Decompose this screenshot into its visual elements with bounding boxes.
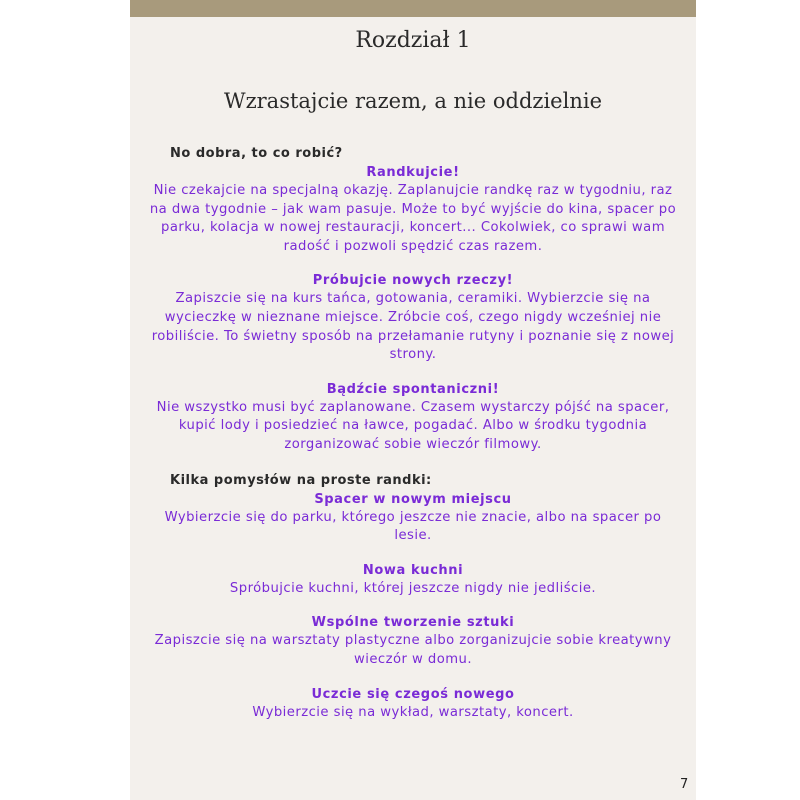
idea-block	[130, 561, 696, 599]
document-page	[130, 0, 696, 800]
section-heading-what-to-do: No dobra, to co robić?	[170, 146, 343, 161]
idea-title: Nowa kuchni	[362, 562, 464, 578]
content	[130, 145, 696, 722]
tip-title: Randkujcie!	[366, 165, 460, 180]
section-heading-date-ideas: Kilka pomysłów na proste randki:	[170, 472, 432, 488]
tip-text: Nie wszystko musi być zaplanowane. Czasem wystarczy pójść na spacer, kupić lody i posiedzieć na ławce, pogadać. Albo w środku tygodnia zorganizować sobie wieczór filmowy.	[156, 399, 670, 452]
tip-text: Nie czekajcie na specjalną okazję. Zaplanujcie randkę raz w tygodniu, raz na dwa tygodnie – jak wam pasuje. Może to być wyjście do kina, spacer po parku, kolacja w nowej restauracji, koncert... Cokolwiek, co sprawi wam radość i pozwoli spędzić czas razem.	[149, 183, 677, 254]
chapter-label: Rozdział 1	[355, 28, 471, 53]
idea-title: Wspólne tworzenie sztuki	[311, 615, 515, 631]
idea-block	[130, 613, 696, 669]
tip-block	[130, 163, 696, 256]
chapter-title: Wzrastajcie razem, a nie oddzielnie	[223, 89, 602, 113]
idea-title: Uczcie się czegoś nowego	[311, 686, 515, 702]
tip-text: Zapiszcie się na kurs tańca, gotowania, ceramiki. Wybierzcie się na wycieczkę w nieznane miejsce. Zróbcie coś, czego nigdy wcześniej nie robiliście. To świetny sposób na przełamanie rutyny i poznanie się z nowej strony.	[151, 291, 675, 363]
idea-title: Spacer w nowym miejscu	[314, 491, 512, 507]
top-decorative-bar	[130, 0, 696, 17]
tip-title: Bądźcie spontaniczni!	[326, 381, 500, 397]
page-number: 7	[680, 777, 689, 792]
idea-text: Wybierzcie się na wykład, warsztaty, koncert.	[252, 704, 574, 720]
idea-text: Zapiszcie się na warsztaty plastyczne albo zorganizujcie sobie kreatywny wieczór w domu.	[154, 633, 672, 667]
tip-title: Próbujcie nowych rzeczy!	[312, 273, 514, 289]
tip-block	[130, 271, 696, 364]
idea-block	[130, 685, 696, 723]
idea-block	[130, 490, 696, 546]
tip-block	[130, 380, 696, 455]
idea-text: Wybierzcie się do parku, którego jeszcze nie znacie, albo na spacer po lesie.	[164, 509, 662, 544]
idea-text: Spróbujcie kuchni, której jeszcze nigdy nie jedliście.	[229, 580, 597, 596]
